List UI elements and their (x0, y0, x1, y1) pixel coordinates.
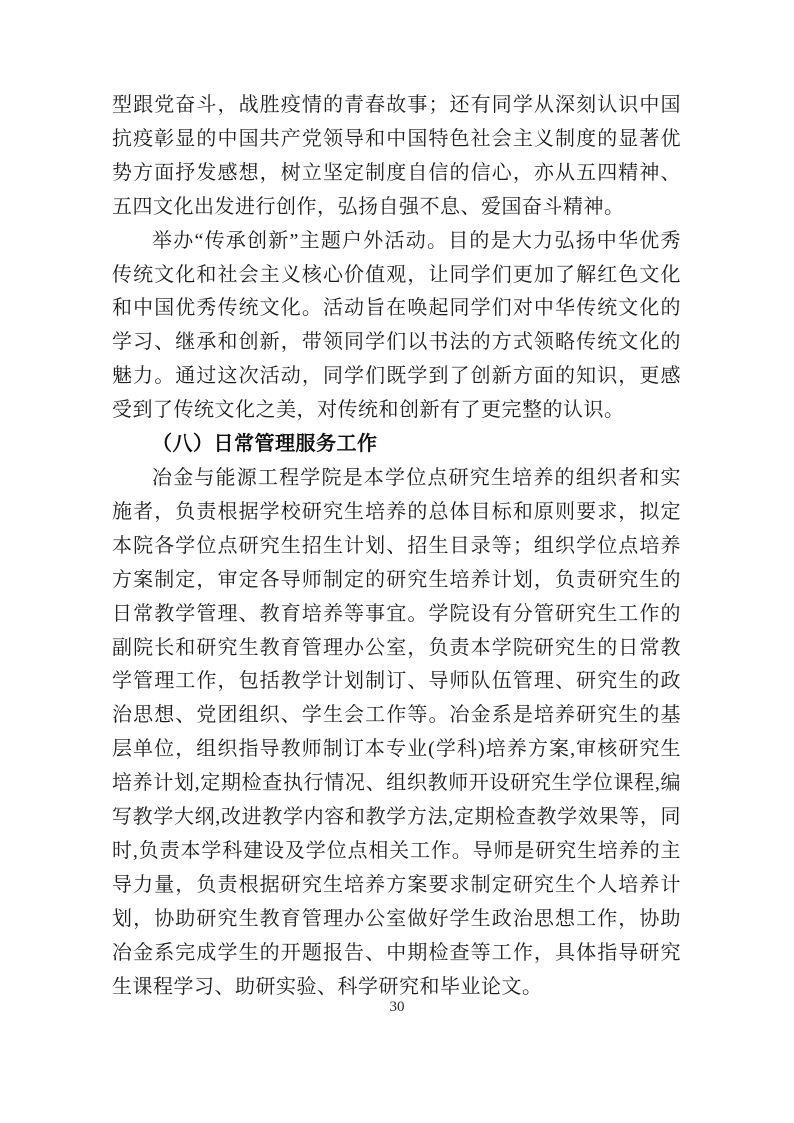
paragraph-management: 冶金与能源工程学院是本学位点研究生培养的组织者和实施者，负责根据学校研究生培养的总体目标和原则要求，拟定本院各学位点研究生招生计划、招生目录等；组织学位点培养方案制定，审定各导师制定的研究生培养计划，负责研究生的日常教学管理、教育培养等事宜。学院设有分管研究生工作的副院长和研究生教育管理办公室，负责本学院研究生的日常教学管理工作，包括教学计划制订、导师队伍管理、研究生的政治思想、党团组织、学生会工作等。冶金系是培养研究生的基层单位，组织指导教师制订本专业(学科)培养方案,审核研究生培养计划,定期检查执行情况、组织教师开设研究生学位课程,编写教学大纲,改进教学内容和教学方法,定期检查教学效果等，同时,负责本学科建设及学位点相关工作。导师是研究生培养的主导力量，负责根据研究生培养方案要求制定研究生个人培养计划，协助研究生教育管理办公室做好学生政治思想工作，协助冶金系完成学生的开题报告、中期检查等工作，具体指导研究生课程学习、助研实验、科学研究和毕业论文。 (112, 466, 681, 998)
page-number: 30 (389, 999, 405, 1015)
section-heading: （八）日常管理服务工作 (152, 433, 378, 456)
paragraph-continuation: 型跟党奋斗，战胜疫情的青春故事；还有同学从深刻认识中国抗疫彰显的中国共产党领导和中国特色社会主义制度的显著优势方面抒发感想，树立坚定制度自信的信心，亦从五四精神、五四文化出发进行创作，弘扬自强不息、爱国奋斗精神。 (112, 94, 681, 218)
paragraph-activity: 举办“传承创新”主题户外活动。目的是大力弘扬中华优秀传统文化和社会主义核心价值观，让同学们更加了解红色文化和中国优秀传统文化。活动旨在唤起同学们对中华传统文化的学习、继承和创新，带领同学们以书法的方式领略传统文化的魅力。通过这次活动，同学们既学到了创新方面的知识，更感受到了传统文化之美，对传统和创新有了更完整的认识。 (112, 229, 681, 422)
